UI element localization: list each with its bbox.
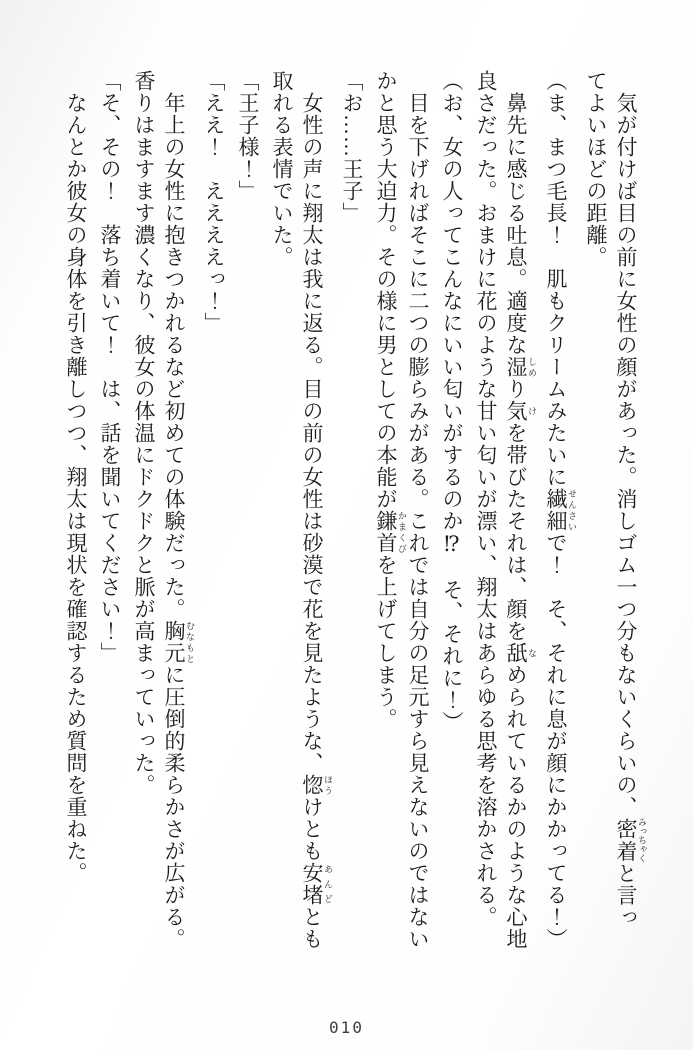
page-number: 010 bbox=[329, 1018, 364, 1037]
ruby-annotated-word: 胸元 むなもと bbox=[162, 620, 195, 664]
paragraph: なんとか彼女の身体を引き離しつつ、翔太は現状を確認するため質問を重ねた。 bbox=[64, 92, 88, 884]
ruby-annotated-word: 安堵 あんど bbox=[300, 862, 333, 906]
paragraph: 「お……王子」 bbox=[340, 70, 364, 224]
page-text bbox=[57, 70, 651, 950]
paragraph: （ま、まつ毛長！ 肌もクリームみたいに繊細 せんさいで！ そ、それに息が顔にかかってる！） bbox=[544, 70, 577, 950]
paragraph: 「王子様！」 bbox=[236, 70, 260, 202]
ruby-annotated-word: 繊細 せんさい bbox=[544, 488, 577, 532]
paragraph: 目を下げればそこに二つの膨らみがある。これでは自分の足元すら見えないのではないかと思う大迫力。その様に男としての本能が鎌首 かまくびを上げてしまう。 bbox=[374, 70, 430, 950]
paragraph: 「ええ！ ええええっ！」 bbox=[202, 70, 226, 334]
ruby-annotated-word: 惚 ほう bbox=[300, 774, 333, 796]
paragraph: 「そ、その！ 落ち着いて！ は、話を聞いてください！」 bbox=[98, 70, 122, 664]
ruby-annotated-word: 密着 みっちゃく bbox=[614, 817, 647, 863]
ruby-annotated-word: 鎌首 かまくび bbox=[374, 510, 407, 554]
paragraph: 女性の声に翔太は我に返る。目の前の女性は砂漠で花を見たような、惚 ほうけとも安堵 あんどとも取れる表情でいた。 bbox=[270, 70, 333, 950]
ruby-annotated-word: 気 け bbox=[504, 400, 537, 422]
paragraph: （お、女の人ってこんなにいい匂いがするのか⁉ そ、それに！） bbox=[440, 70, 464, 733]
paragraph: 年上の女性に抱きつかれるなど初めての体験だった。胸元 むなもとに圧倒的柔らかさが広がる。香りはますます濃くなり、彼女の体温にドクドクと脈が高まっていった。 bbox=[132, 70, 195, 950]
paragraph: 気が付けば目の前に女性の顔があった。消しゴム一つ分もないくらいの、密着 みっちゃくと言ってよいほどの距離。 bbox=[584, 70, 647, 929]
paragraph: 鼻先に感じる吐息。適度な湿 しめり気 けを帯びたそれは、顔を舐 なめられているかのような心地良さだった。おまけに花のような甘い匂いが漂い、翔太はあらゆる思考を溶かされる。 bbox=[474, 70, 537, 950]
ruby-annotated-word: 湿 しめ bbox=[504, 356, 537, 378]
ruby-annotated-word: 舐 な bbox=[504, 642, 537, 664]
